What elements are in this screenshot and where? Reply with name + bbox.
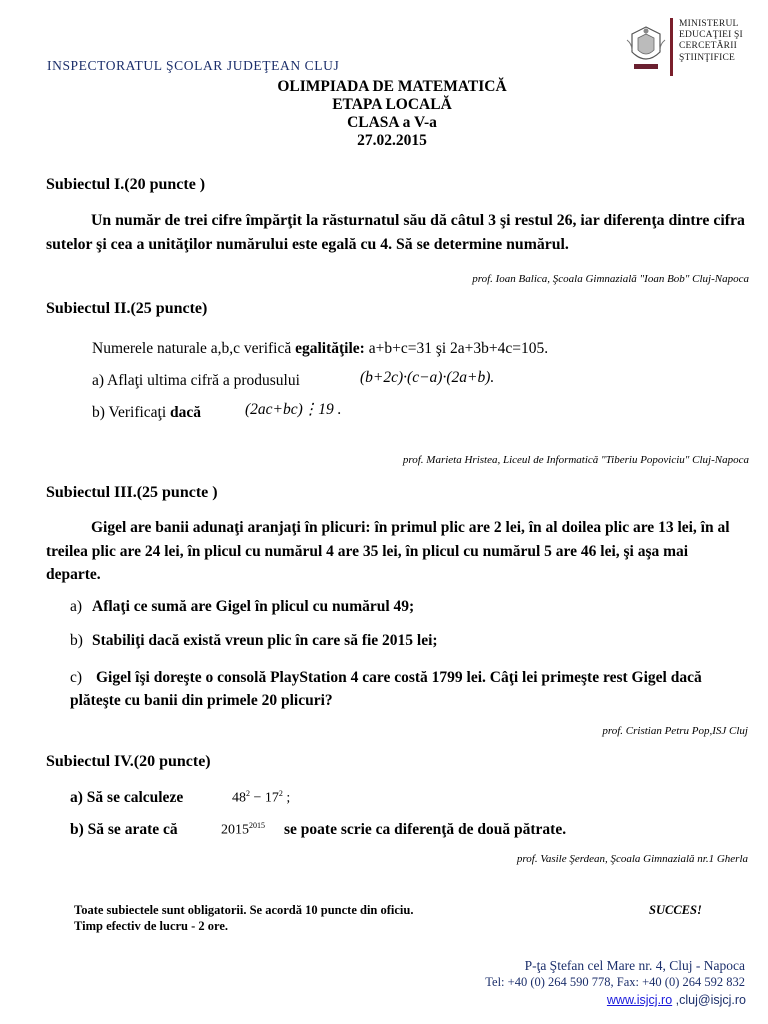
subject-3-text: Gigel are banii adunaţi aranjaţi în plicuri: în primul plic are 2 lei, în al doilea plic are 13 lei, în al treilea plic are 24 lei, în plicul cu numărul 4 are 35 lei, în plicul cu numărul 5 are 46 lei, şi aşa mai departe. — [46, 519, 730, 583]
ministry-divider — [670, 18, 673, 76]
footer-address: P-ţa Ştefan cel Mare nr. 4, Cluj - Napoca — [524, 958, 745, 973]
footer-succes: SUCCES! — [649, 903, 702, 917]
subject-4-author: prof. Vasile Şerdean, Şcoala Gimnazială nr.1 Gherla — [516, 853, 748, 865]
subject-3-item-a — [70, 598, 414, 616]
intro-text: Numerele naturale a,b,c verifică — [92, 340, 296, 357]
subject-4-b-text: se poate scrie ca diferenţă de două pătrate. — [284, 821, 567, 838]
b-label-bold: dacă — [170, 404, 202, 421]
subject-1-author: prof. Ioan Balica, Şcoala Gimnazială "Ioan Bob" Cluj-Napoca — [472, 273, 749, 285]
subject-1-text: Un număr de trei cifre împărţit la răsturnatul său dă câtul 3 şi restul 26, iar diferenţa dintre cifra sutelor şi cea a unităţilor numărului este egală cu 4. Să se determine numărul. — [46, 212, 745, 253]
subject-2-intro — [92, 337, 548, 360]
subject-2-a-label: a) Aflaţi ultima cifră a produsului — [92, 372, 300, 389]
subject-4-a-label: a) Să se calculeze — [70, 789, 184, 806]
ministry-line: CERCETĂRII — [679, 41, 737, 52]
subject-3-title: Subiectul III.(25 puncte ) — [46, 484, 218, 501]
formula-exponent: 2 — [278, 789, 283, 798]
footer-contact — [607, 991, 746, 1009]
subject-4-a-formula — [232, 789, 290, 807]
email-address: ,cluj@isjcj.ro — [672, 993, 746, 1007]
formula-exponent: 2 — [246, 789, 250, 798]
coat-of-arms-icon — [624, 22, 668, 72]
subject-4-b-formula — [221, 821, 265, 839]
title-line: 27.02.2015 — [357, 132, 427, 149]
inspectorat-heading: INSPECTORATUL ŞCOLAR JUDEŢEAN CLUJ — [47, 58, 340, 73]
item-label: a) — [70, 598, 83, 615]
subject-2-b-formula: (2ac+bc)⋮19 . — [245, 401, 342, 418]
title-line: CLASA a V-a — [347, 114, 437, 131]
subject-3-item-b — [70, 632, 438, 650]
item-text: Gigel îşi doreşte o consolă PlayStation 4 care costă 1799 lei. Câţi lei primeşte rest Gigel dacă plăteşte cu banii din primele 20 plicuri? — [70, 669, 702, 709]
item-label: c) — [70, 669, 83, 686]
formula-end: ; — [282, 790, 291, 806]
formula-minus: − 17 — [250, 790, 279, 806]
formula-exponent: 2015 — [249, 821, 265, 830]
footer-time: Timp efectiv de lucru - 2 ore. — [74, 919, 229, 933]
subject-3-item-c — [70, 666, 746, 712]
item-label: b) — [70, 632, 83, 649]
ministry-name — [679, 19, 743, 64]
item-text: Stabiliţi dacă există vreun plic în care să fie 2015 lei; — [92, 632, 438, 649]
item-text: Aflaţi ce sumă are Gigel în plicul cu numărul 49; — [92, 598, 415, 615]
document-title — [0, 78, 768, 150]
subject-2-author: prof. Marieta Hristea, Liceul de Informatică "Tiberiu Popoviciu" Cluj-Napoca — [402, 454, 749, 466]
intro-equations: a+b+c=31 şi 2a+3b+4c=105. — [368, 340, 549, 357]
subject-2-a-formula: (b+2c)·(c−a)·(2a+b). — [360, 369, 495, 386]
footer-instructions: Toate subiectele sunt obligatorii. Se acordă 10 puncte din oficiu. — [74, 903, 414, 917]
subject-4-b-label: b) Să se arate că — [70, 821, 178, 838]
intro-bold: egalităţile: — [295, 340, 369, 357]
ministry-line: MINISTERUL — [679, 19, 739, 29]
ministry-line: EDUCAŢIEI ŞI — [679, 30, 743, 41]
subject-2-b-label — [92, 401, 201, 424]
subject-2-title: Subiectul II.(25 puncte) — [46, 300, 208, 317]
subject-1-title: Subiectul I.(20 puncte ) — [46, 176, 206, 193]
title-line: ETAPA LOCALĂ — [332, 96, 452, 113]
title-line: OLIMPIADA DE MATEMATICĂ — [277, 78, 507, 95]
footer-phone: Tel: +40 (0) 264 590 778, Fax: +40 (0) 264 592 832 — [485, 975, 745, 989]
subject-3-author: prof. Cristian Petru Pop,ISJ Cluj — [602, 725, 748, 737]
subject-4-title: Subiectul IV.(20 puncte) — [46, 753, 211, 770]
website-link[interactable]: www.isjcj.ro — [606, 993, 673, 1007]
b-label-text: b) Verificaţi — [92, 404, 171, 421]
formula-base: 2015 — [221, 822, 249, 838]
formula-base: 48 — [232, 790, 246, 806]
ministry-line: ŞTIINŢIFICE — [679, 52, 736, 63]
